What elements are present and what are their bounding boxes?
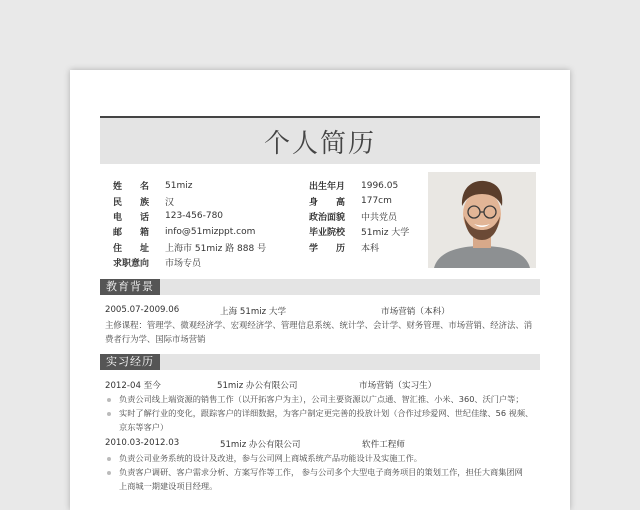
bullet-icon bbox=[107, 398, 111, 402]
info-value: 中共党员 bbox=[361, 212, 398, 223]
info-row-job-intention bbox=[113, 255, 266, 270]
bullet-icon bbox=[107, 457, 111, 461]
info-value: 汉 bbox=[165, 197, 175, 208]
section-title-internship: 实习经历 bbox=[100, 354, 160, 370]
info-row-name bbox=[113, 178, 266, 193]
education-courses-line-2: 费者行为学、国际市场营销 bbox=[105, 334, 206, 344]
resume-sheet bbox=[70, 70, 570, 510]
job-position: 市场营销（实习生） bbox=[359, 381, 437, 391]
job-position: 软件工程师 bbox=[362, 440, 405, 450]
info-value: 51miz 大学 bbox=[361, 228, 410, 239]
job-bullet: 负责客户调研、客户需求分析、方案写作等工作， 参与公司多个大型电子商务项目的策划工作，担任大商集团网 bbox=[119, 467, 523, 477]
info-label: 邮箱 bbox=[113, 228, 149, 239]
section-title-education: 教育背景 bbox=[100, 279, 160, 295]
info-value: 177cm bbox=[361, 196, 392, 207]
education-courses-line-1: 主修课程：管理学、微观经济学、宏观经济学、管理信息系统、统计学、会计学、财务管理、市场营销、经济法、消 bbox=[105, 320, 533, 330]
education-period: 2005.07-2009.06 bbox=[105, 305, 180, 315]
job-bullet: 负责公司业务系统的设计及改进，参与公司网上商城系统产品功能设计及实施工作。 bbox=[119, 453, 422, 463]
info-value: info@51mizppt.com bbox=[165, 226, 256, 237]
info-value: 本科 bbox=[361, 243, 380, 254]
info-row-ethnicity bbox=[113, 193, 266, 208]
job-period: 2010.03-2012.03 bbox=[105, 438, 180, 448]
job-bullet: 负责公司线上端资源的销售工作（以开拓客户为主），公司主要资源以广点通、智汇推、小米、360、沃门户等； bbox=[119, 394, 524, 404]
bullet-icon bbox=[107, 471, 111, 475]
info-label: 毕业院校 bbox=[309, 228, 346, 239]
info-label: 姓名 bbox=[113, 182, 149, 193]
job-bullet: 上商城一期建设项目经理。 bbox=[119, 481, 218, 491]
info-value: 123-456-780 bbox=[165, 211, 224, 222]
job-bullet: 实时了解行业的变化，跟踪客户的详细数据，为客户制定更完善的投放计划（合作过珍爱网、世纪佳缘、56 视频、 bbox=[119, 408, 534, 418]
info-row-email bbox=[113, 224, 266, 239]
info-label: 身高 bbox=[309, 197, 345, 208]
info-label: 求职意向 bbox=[113, 259, 150, 270]
info-row-address bbox=[113, 240, 266, 255]
job-company: 51miz 办公有限公司 bbox=[217, 381, 298, 391]
section-education bbox=[100, 279, 540, 295]
title-bar bbox=[100, 116, 540, 164]
section-internship bbox=[100, 354, 540, 370]
personal-info-right bbox=[309, 178, 409, 255]
education-major: 市场营销（本科） bbox=[381, 307, 450, 317]
info-row-height bbox=[309, 193, 409, 208]
job-period: 2012-04 至今 bbox=[105, 381, 161, 391]
resume-title: 个人简历 bbox=[263, 128, 376, 159]
info-label: 政治面貌 bbox=[309, 212, 346, 223]
info-value: 1996.05 bbox=[361, 180, 399, 191]
job-company: 51miz 办公有限公司 bbox=[220, 440, 301, 450]
info-row-political bbox=[309, 209, 409, 224]
info-value: 51miz bbox=[165, 180, 193, 191]
info-label: 住址 bbox=[113, 243, 149, 254]
info-row-birth bbox=[309, 178, 409, 193]
info-label: 出生年月 bbox=[309, 182, 346, 193]
personal-info-left bbox=[113, 178, 266, 270]
info-row-school bbox=[309, 224, 409, 239]
profile-photo bbox=[428, 172, 536, 268]
job-bullet: 京东等客户） bbox=[119, 422, 169, 432]
info-value: 上海市 51miz 路 888 号 bbox=[165, 243, 267, 254]
info-label: 学历 bbox=[309, 243, 345, 254]
info-label: 电话 bbox=[113, 212, 149, 223]
portrait-image bbox=[428, 172, 536, 268]
info-value: 市场专员 bbox=[165, 259, 202, 270]
info-row-phone bbox=[113, 209, 266, 224]
bullet-icon bbox=[107, 412, 111, 416]
info-label: 民族 bbox=[113, 197, 149, 208]
education-school: 上海 51miz 大学 bbox=[220, 307, 287, 317]
info-row-degree bbox=[309, 240, 409, 255]
